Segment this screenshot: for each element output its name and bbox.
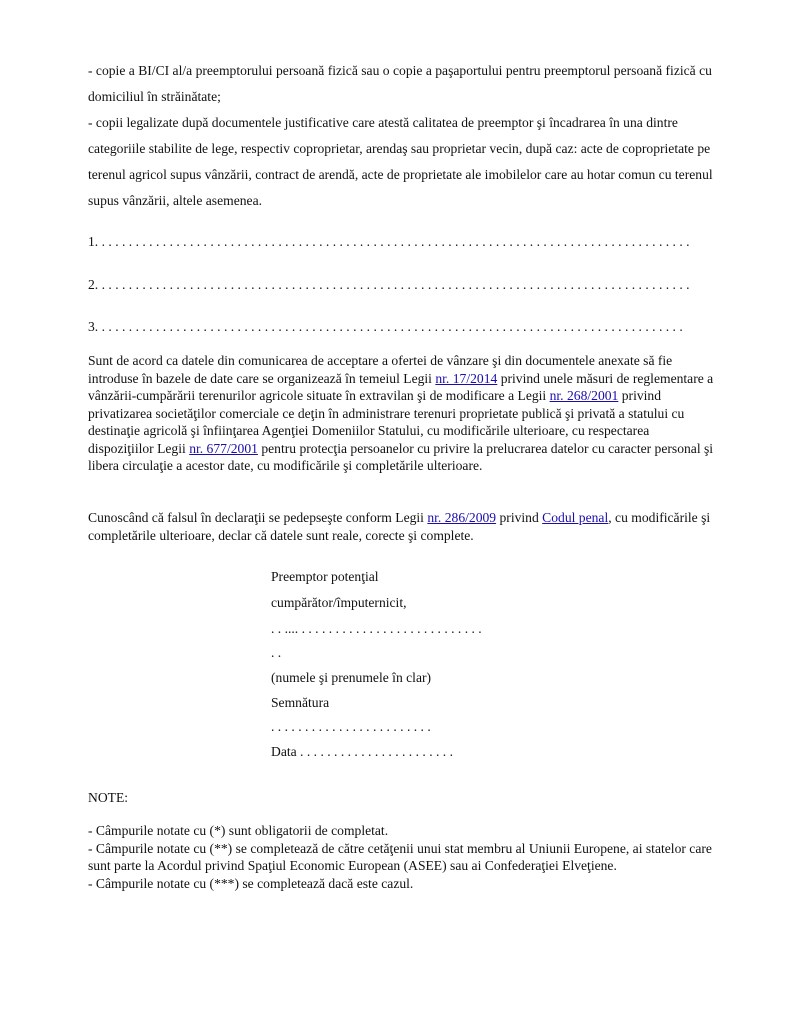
declaration-text: privind (496, 510, 543, 525)
signatory-role-line1: Preemptor potenţial (271, 569, 379, 584)
signatory-role-line2: cumpărător/împuternicit, (271, 595, 407, 610)
consent-text: Sunt de acord ca datele din comunicarea de acceptare a ofertei de vânzare şi din documentele anexate să fie introduse în bazele de date care se organizează în temeiul Legii (88, 353, 673, 386)
consent-text: pentru protecţia persoanelor cu privire la prelucrarea datelor cu caracter personal şi libera circulaţie a acestor date, cu modificările şi completările ulterioare. (88, 440, 714, 473)
declaration-text: Cunoscând că falsul în declaraţii se pedepseşte conform Legii (88, 510, 428, 525)
date-fill-line: Data . . . . . . . . . . . . . . . . . . . . . . . (271, 744, 453, 759)
law-link-17-2014[interactable]: nr. 17/2014 (435, 370, 498, 386)
numbered-line-3: 3. . . . . . . . . . . . . . . . . . . . . . . . . . . . . . . . . . . . . . . . . . . . . . . . . . . . . . . . . . . . . . . . . . . . . . . . . . . . . . . . . . . . . . . (88, 319, 683, 334)
numbered-line-1: 1. . . . . . . . . . . . . . . . . . . . . . . . . . . . . . . . . . . . . . . . . . . . . . . . . . . . . . . . . . . . . . . . . . . . . . . . . . . . . . . . . . . . . . . . (88, 234, 690, 249)
notes-section (88, 822, 718, 892)
law-link-677-2001[interactable]: nr. 677/2001 (189, 440, 258, 456)
name-hint: (numele şi prenumele în clar) (271, 670, 432, 685)
intro-item-passport: - copie a BI/CI al/a preemptorului persoană fizică sau o copie a paşaportului pentru preemptorul persoană fizică cu domiciliul în străinătate; (88, 63, 712, 104)
consent-paragraph (88, 352, 718, 475)
notes-heading: NOTE: (88, 790, 129, 805)
signature-fill-line: . . . . . . . . . . . . . . . . . . . . . . . . (271, 719, 431, 734)
law-link-286-2009[interactable]: nr. 286/2009 (427, 510, 497, 525)
consent-text: privind unele măsuri de reglementare a vânzării-cumpărării terenurilor agricole situate în extravilan şi de modificare a Legii (88, 370, 714, 403)
name-fill-line-continued: . . (271, 645, 282, 660)
consent-text: privind privatizarea societăţilor comerciale ce deţin în administrare terenuri proprietate publică şi privată a statului cu destinaţie agricolă şi înfiinţarea Agenţiei Domeniilor Statului, cu modificările ulterioare, cu respectarea dispoziţiilor Legii (88, 388, 685, 456)
note-item-required: - Câmpurile notate cu (*) sunt obligatorii de completat. (88, 823, 389, 838)
note-item-optional: - Câmpurile notate cu (***) se completează dacă este cazul. (88, 875, 414, 891)
numbered-line-2: 2. . . . . . . . . . . . . . . . . . . . . . . . . . . . . . . . . . . . . . . . . . . . . . . . . . . . . . . . . . . . . . . . . . . . . . . . . . . . . . . . . . . . . . . . (88, 277, 690, 292)
intro-section (88, 58, 718, 214)
signature-label: Semnătura (271, 695, 330, 710)
declaration-paragraph (88, 509, 718, 544)
law-link-codul-penal[interactable]: Codul penal (542, 510, 609, 525)
declaration-text: , cu modificările şi completările ulterioare, declar că datele sunt reale, corecte şi complete. (88, 510, 711, 543)
law-link-268-2001[interactable]: nr. 268/2001 (549, 388, 619, 403)
intro-item-documents: - copii legalizate după documentele justificative care atestă calitatea de preemptor şi încadrarea în una dintre categoriile stabilite de lege, respectiv coproprietar, arendaş sau proprietar vecin, după caz: acte de coproprietate pe terenul agricol supus vânzării, contract de arendă, acte de proprietate ale imobilelor care au hotar comun cu terenul supus vânzării, altele asemenea. (88, 115, 713, 208)
note-item-eu-citizens: - Câmpurile notate cu (**) se completează de către cetăţenii unui stat membru al Uniunii Europene, ai statelor care sunt parte la Acordul privind Spaţiul Economic European (ASEE) sau ai Confederaţiei Elveţiene. (88, 840, 712, 873)
name-fill-line: . . .... . . . . . . . . . . . . . . . . . . . . . . . . . . . (271, 621, 482, 636)
